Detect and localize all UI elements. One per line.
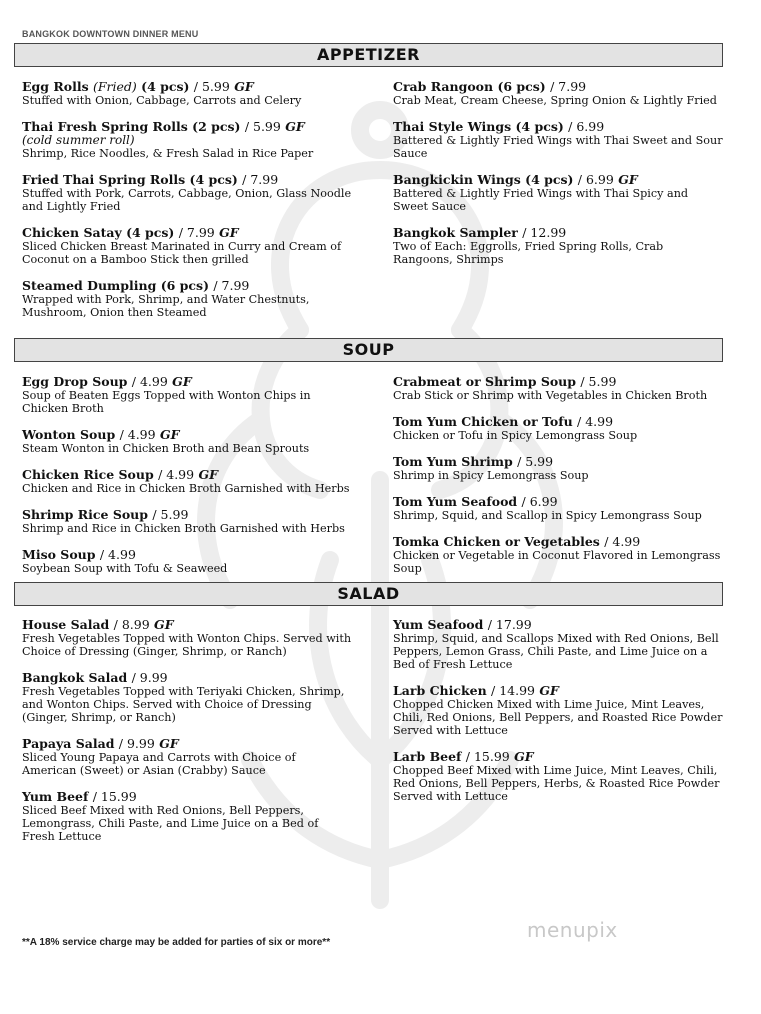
menu-item-price: / 17.99 <box>487 617 532 632</box>
menu-item-title <box>22 618 352 632</box>
menu-item <box>393 618 723 671</box>
menu-item-price: / 5.99 <box>517 454 554 469</box>
menu-item-name: Thai Style Wings <box>393 119 512 134</box>
menu-item-price: / 8.99 <box>113 617 150 632</box>
menu-item-description: Shrimp in Spicy Lemongrass Soup <box>393 469 589 482</box>
gluten-free-badge: GF <box>159 427 180 442</box>
menu-item-description: Battered & Lightly Fried Wings with Thai Spicy and Sweet Sauce <box>393 187 689 213</box>
menu-item-title <box>22 737 352 751</box>
menu-item-price: / 7.99 <box>178 225 215 240</box>
menu-item-description: Soup of Beaten Eggs Topped with Wonton Chips in Chicken Broth <box>22 389 311 415</box>
menu-item-price: / 5.99 <box>193 79 230 94</box>
menu-item-name: Tom Yum Chicken or Tofu <box>393 414 573 429</box>
menu-item <box>22 737 352 777</box>
section-header-appetizer: APPETIZER <box>14 43 723 67</box>
salad-right-column <box>393 618 723 816</box>
appetizer-right-column <box>393 80 723 279</box>
menu-item-name: Thai Fresh Spring Rolls <box>22 119 188 134</box>
menu-item-quantity: (4 pcs) <box>515 119 564 134</box>
soup-right-column <box>393 375 723 588</box>
menu-item-description: Fresh Vegetables Topped with Wonton Chips. Served with Choice of Dressing (Ginger, Shrimp, or Ranch) <box>22 632 352 658</box>
menu-header-title: BANGKOK DOWNTOWN DINNER MENU <box>22 29 199 39</box>
menu-item <box>22 226 352 266</box>
menu-item-title <box>22 790 352 804</box>
gluten-free-badge: GF <box>618 172 638 187</box>
menu-item-name: Yum Beef <box>22 789 89 804</box>
gluten-free-badge: GF <box>154 617 174 632</box>
menu-item-name: Fried Thai Spring Rolls <box>22 172 186 187</box>
menu-item <box>22 548 352 575</box>
menu-item-title <box>22 428 352 442</box>
menu-item-description: Wrapped with Pork, Shrimp, and Water Chestnuts, Mushroom, Onion then Steamed <box>22 293 310 319</box>
menu-item-description: Shrimp, Squid, and Scallop in Spicy Lemongrass Soup <box>393 509 702 522</box>
menu-item-name: Larb Beef <box>393 749 462 764</box>
menu-item-price: / 4.99 <box>99 547 136 562</box>
menu-item-price: / 15.99 <box>92 789 137 804</box>
gluten-free-badge: GF <box>219 225 239 240</box>
menu-item-description: Battered & Lightly Fried Wings with Thai Sweet and Sour Sauce <box>393 134 723 160</box>
menu-item-name: Egg Drop Soup <box>22 374 128 389</box>
gluten-free-badge: GF <box>285 119 305 134</box>
menu-item-description: Shrimp and Rice in Chicken Broth Garnished with Herbs <box>22 522 345 535</box>
menu-item-title <box>393 684 723 698</box>
soup-left-column <box>22 375 352 588</box>
menu-item-description: Stuffed with Pork, Carrots, Cabbage, Onion, Glass Noodle and Lightly Fried <box>22 187 352 213</box>
menu-item <box>22 618 352 658</box>
menu-item-price: / 5.99 <box>244 119 281 134</box>
menu-item-title <box>22 80 352 94</box>
menu-item-title <box>22 375 352 389</box>
menu-item-quantity: (4 pcs) <box>126 225 175 240</box>
menu-item-name: Yum Seafood <box>393 617 484 632</box>
menu-item-description: Crab Stick or Shrimp with Vegetables in Chicken Broth <box>393 389 708 402</box>
menu-item-description: Shrimp, Rice Noodles, & Fresh Salad in Rice Paper <box>22 147 314 160</box>
menu-item-title <box>393 495 723 509</box>
menu-item-title <box>393 226 723 240</box>
menu-item <box>393 535 723 575</box>
menu-item-title <box>393 535 723 549</box>
menupix-watermark: menupix <box>527 918 618 942</box>
menu-item-name: Shrimp Rice Soup <box>22 507 149 522</box>
menu-item-title <box>393 173 723 187</box>
menu-item-description: Chopped Beef Mixed with Lime Juice, Mint Leaves, Chili, Red Onions, Bell Peppers, Herbs, & Roasted Rice Powder Served with Lettuce <box>393 764 720 803</box>
menu-item <box>393 455 723 482</box>
menu-item <box>22 173 352 213</box>
menu-item-name: Steamed Dumpling <box>22 278 157 293</box>
menu-item-title <box>393 375 723 389</box>
menu-item-quantity: (4 pcs) <box>525 172 574 187</box>
menu-item-title <box>22 671 352 685</box>
menu-item <box>22 120 352 160</box>
menu-item-title <box>22 120 352 134</box>
menu-item-name: Bangkickin Wings <box>393 172 521 187</box>
menu-item-description: Chicken or Vegetable in Coconut Flavored in Lemongrass Soup <box>393 549 721 575</box>
menu-item-description: Stuffed with Onion, Cabbage, Carrots and Celery <box>22 94 302 107</box>
menu-item-title <box>393 618 723 632</box>
menu-item-name: Chicken Rice Soup <box>22 467 154 482</box>
menu-item-title <box>393 415 723 429</box>
menu-item-title <box>393 120 723 134</box>
menu-item <box>22 80 352 107</box>
menu-item-name: Tomka Chicken or Vegetables <box>393 534 600 549</box>
menu-item-title <box>22 508 352 522</box>
menu-item-name: Crabmeat or Shrimp Soup <box>393 374 577 389</box>
menu-item-description: Chopped Chicken Mixed with Lime Juice, Mint Leaves, Chili, Red Onions, Bell Peppers, and Roasted Rice Powder Served with Lettuce <box>393 698 723 737</box>
menu-item <box>393 684 723 737</box>
menu-item <box>393 120 723 160</box>
menu-item-title <box>22 226 352 240</box>
menu-item <box>393 173 723 213</box>
menu-item-description: Shrimp, Squid, and Scallops Mixed with Red Onions, Bell Peppers, Lemon Grass, Chili Paste, and Lime Juice on a Bed of Fresh Lettuce <box>393 632 719 671</box>
menu-item-price: / 12.99 <box>522 225 567 240</box>
menu-item <box>393 750 723 803</box>
menu-item-price: / 14.99 <box>491 683 536 698</box>
menu-item <box>22 279 352 319</box>
menu-item-description: Sliced Beef Mixed with Red Onions, Bell Peppers, Lemongrass, Chili Paste, and Lime Juice on a Bed of Fresh Lettuce <box>22 804 319 843</box>
gluten-free-badge: GF <box>234 79 254 94</box>
menu-item-description: Chicken or Tofu in Spicy Lemongrass Soup <box>393 429 638 442</box>
menu-item-title <box>393 80 723 94</box>
menu-item-note: (Fried) <box>92 79 137 94</box>
menu-item <box>393 80 723 107</box>
appetizer-left-column <box>22 80 352 332</box>
menu-item-price: / 4.99 <box>119 427 156 442</box>
menu-item-price: / 4.99 <box>158 467 195 482</box>
gluten-free-badge: GF <box>514 749 534 764</box>
menu-item <box>393 415 723 442</box>
menu-item-name: Egg Rolls <box>22 79 89 94</box>
menu-item-price: / 6.99 <box>577 172 614 187</box>
menu-item-price: / 5.99 <box>580 374 617 389</box>
menu-item <box>393 226 723 266</box>
menu-item-quantity: (6 pcs) <box>160 278 209 293</box>
section-header-soup: SOUP <box>14 338 723 362</box>
menu-item <box>22 468 352 495</box>
menu-item-price: / 4.99 <box>131 374 168 389</box>
menu-item-name: Bangkok Salad <box>22 670 128 685</box>
menu-item-name: Chicken Satay <box>22 225 122 240</box>
menu-item-quantity: (6 pcs) <box>497 79 546 94</box>
section-header-salad: SALAD <box>14 582 723 606</box>
menu-item <box>393 375 723 402</box>
menu-item-price: / 7.99 <box>242 172 279 187</box>
salad-left-column <box>22 618 352 856</box>
gluten-free-badge: GF <box>159 736 179 751</box>
menu-item <box>22 790 352 843</box>
menu-item-name: Tom Yum Shrimp <box>393 454 513 469</box>
menu-item-name: Miso Soup <box>22 547 96 562</box>
menu-item-price: / 4.99 <box>577 414 614 429</box>
menu-item-name: Papaya Salad <box>22 736 115 751</box>
menu-item-description: Sliced Chicken Breast Marinated in Curry and Cream of Coconut on a Bamboo Stick then grilled <box>22 240 342 266</box>
service-charge-note: **A 18% service charge may be added for parties of six or more** <box>22 937 331 948</box>
gluten-free-badge: GF <box>198 467 219 482</box>
menu-item-quantity: (4 pcs) <box>189 172 238 187</box>
menu-item-name: Tom Yum Seafood <box>393 494 518 509</box>
menu-item-subtitle: (cold summer roll) <box>22 133 135 147</box>
menu-item-price: / 6.99 <box>568 119 605 134</box>
menu-item-price: / 15.99 <box>465 749 510 764</box>
menu-item-name: House Salad <box>22 617 110 632</box>
menu-item-price: / 9.99 <box>131 670 168 685</box>
menu-item-description: Fresh Vegetables Topped with Teriyaki Chicken, Shrimp, and Wonton Chips. Served with Choice of Dressing (Ginger, Shrimp, or Ranch) <box>22 685 345 724</box>
menu-item-price: / 9.99 <box>118 736 155 751</box>
menu-item <box>22 428 352 455</box>
menu-item-title <box>393 455 723 469</box>
menu-item-quantity: (2 pcs) <box>192 119 241 134</box>
gluten-free-badge: GF <box>539 683 559 698</box>
menu-item-price: / 7.99 <box>213 278 250 293</box>
menu-item <box>393 495 723 522</box>
menu-item <box>22 375 352 415</box>
menu-item-price: / 5.99 <box>152 507 189 522</box>
menu-item-description: Crab Meat, Cream Cheese, Spring Onion & Lightly Fried <box>393 94 717 107</box>
menu-item-quantity: (4 pcs) <box>141 79 190 94</box>
menu-item-name: Bangkok Sampler <box>393 225 518 240</box>
menu-item-name: Crab Rangoon <box>393 79 494 94</box>
menu-item-name: Wonton Soup <box>22 427 116 442</box>
menu-item-price: / 6.99 <box>521 494 558 509</box>
menu-item-title <box>393 750 723 764</box>
menu-item-description: Sliced Young Papaya and Carrots with Choice of American (Sweet) or Asian (Crabby) Sauce <box>22 751 296 777</box>
menu-item-title <box>22 279 352 293</box>
menu-item <box>22 508 352 535</box>
menu-item-description: Two of Each: Eggrolls, Fried Spring Rolls, Crab Rangoons, Shrimps <box>393 240 664 266</box>
gluten-free-badge: GF <box>172 374 192 389</box>
menu-item-price: / 4.99 <box>604 534 641 549</box>
menu-item-title <box>22 173 352 187</box>
menu-item <box>22 671 352 724</box>
menu-item-title <box>22 468 352 482</box>
menu-item-price: / 7.99 <box>550 79 587 94</box>
menu-item-name: Larb Chicken <box>393 683 487 698</box>
menu-item-title <box>22 548 352 562</box>
menu-item-description: Steam Wonton in Chicken Broth and Bean Sprouts <box>22 442 310 455</box>
menu-item-description: Soybean Soup with Tofu & Seaweed <box>22 562 228 575</box>
menu-item-description: Chicken and Rice in Chicken Broth Garnished with Herbs <box>22 482 350 495</box>
